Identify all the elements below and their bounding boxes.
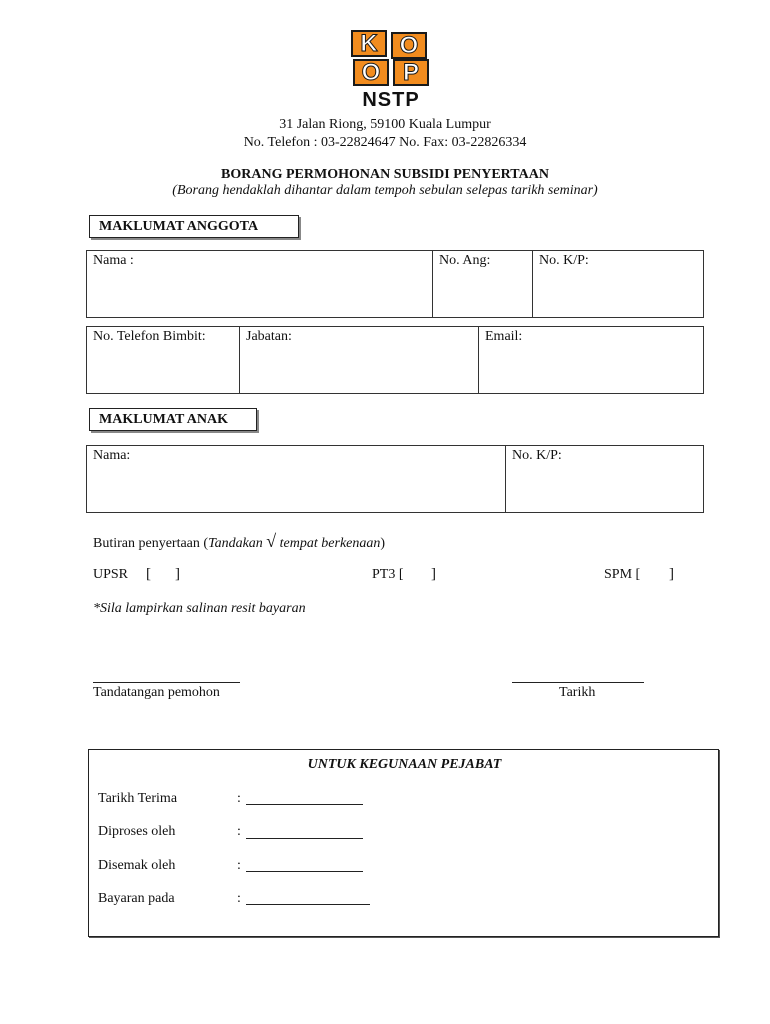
koop-nstp-logo [349, 28, 433, 110]
member-email-field[interactable] [479, 327, 704, 394]
office-row-payment-on-colon: : [237, 891, 241, 906]
child-name-label: Nama: [93, 448, 131, 463]
office-row-processed-by-colon: : [237, 824, 241, 839]
participation-instruction-a: Tandakan [208, 536, 263, 551]
member-table-1 [86, 250, 704, 318]
office-row-processed-by-label: Diproses oleh [98, 824, 176, 839]
office-row-payment-on-label: Bayaran pada [98, 891, 175, 906]
participation-prefix: Butiran penyertaan ( [93, 536, 209, 551]
participation-suffix: ) [380, 536, 386, 551]
member-ic-label: No. K/P: [539, 253, 589, 268]
option-upsr-checkbox-open[interactable]: [ [146, 566, 151, 582]
participation-instruction [93, 531, 385, 552]
child-ic-label: No. K/P: [512, 448, 562, 463]
office-row-received-date-colon: : [237, 791, 241, 806]
option-upsr-checkbox-close[interactable]: ] [175, 566, 180, 582]
member-number-label: No. Ang: [439, 253, 491, 268]
member-email-label: Email: [485, 329, 523, 344]
member-department-label: Jabatan: [246, 329, 292, 344]
office-row-received-date-line[interactable] [246, 804, 363, 805]
logo-tile-k: K [351, 30, 387, 57]
office-use-box [88, 749, 719, 937]
logo-name: NSTP [362, 89, 420, 111]
child-table [86, 445, 704, 513]
option-pt3-checkbox-close[interactable]: ] [431, 566, 436, 582]
option-spm-checkbox-close[interactable]: ] [669, 566, 674, 582]
contact-numbers: No. Telefon : 03-22824647 No. Fax: 03-22826334 [243, 135, 527, 150]
child-ic-field[interactable] [506, 446, 704, 513]
member-ic-field[interactable] [533, 251, 704, 318]
applicant-signature-label: Tandatangan pemohon [93, 685, 220, 700]
member-name-label: Nama : [93, 253, 134, 268]
check-mark-icon: √ [266, 531, 277, 551]
option-pt3-label[interactable]: PT3 [ [372, 567, 404, 582]
child-name-field[interactable] [87, 446, 506, 513]
member-department-field[interactable] [240, 327, 479, 394]
date-signature-line[interactable] [512, 682, 644, 683]
office-row-checked-by-line[interactable] [246, 871, 363, 872]
address: 31 Jalan Riong, 59100 Kuala Lumpur [279, 117, 491, 132]
participation-instruction-b: tempat berkenaan [279, 536, 381, 551]
office-use-title: UNTUK KEGUNAAN PEJABAT [307, 757, 502, 772]
member-phone-field[interactable] [87, 327, 240, 394]
receipt-note: *Sila lampirkan salinan resit bayaran [93, 601, 306, 616]
form-subtitle: (Borang hendaklah dihantar dalam tempoh sebulan selepas tarikh seminar) [172, 183, 598, 198]
office-row-checked-by-label: Disemak oleh [98, 858, 176, 873]
office-row-payment-on-line[interactable] [246, 904, 370, 905]
member-number-field[interactable] [433, 251, 533, 318]
office-row-checked-by-colon: : [237, 858, 241, 873]
office-row-received-date-label: Tarikh Terima [98, 791, 178, 806]
member-table-2 [86, 326, 704, 394]
form-title: BORANG PERMOHONAN SUBSIDI PENYERTAAN [221, 167, 549, 182]
office-row-processed-by-line[interactable] [246, 838, 363, 839]
logo-tile-o: O [391, 32, 427, 59]
member-section-label: MAKLUMAT ANGGOTA [89, 215, 299, 238]
logo-tile-p: P [393, 59, 429, 86]
child-section-label: MAKLUMAT ANAK [89, 408, 257, 431]
member-phone-label: No. Telefon Bimbit: [93, 329, 206, 344]
date-signature-label: Tarikh [559, 685, 596, 700]
applicant-signature-line[interactable] [93, 682, 240, 683]
member-name-field[interactable] [87, 251, 433, 318]
option-upsr-label: UPSR [93, 567, 129, 582]
option-spm-label[interactable]: SPM [ [604, 567, 641, 582]
logo-tile-o2: O [353, 59, 389, 86]
